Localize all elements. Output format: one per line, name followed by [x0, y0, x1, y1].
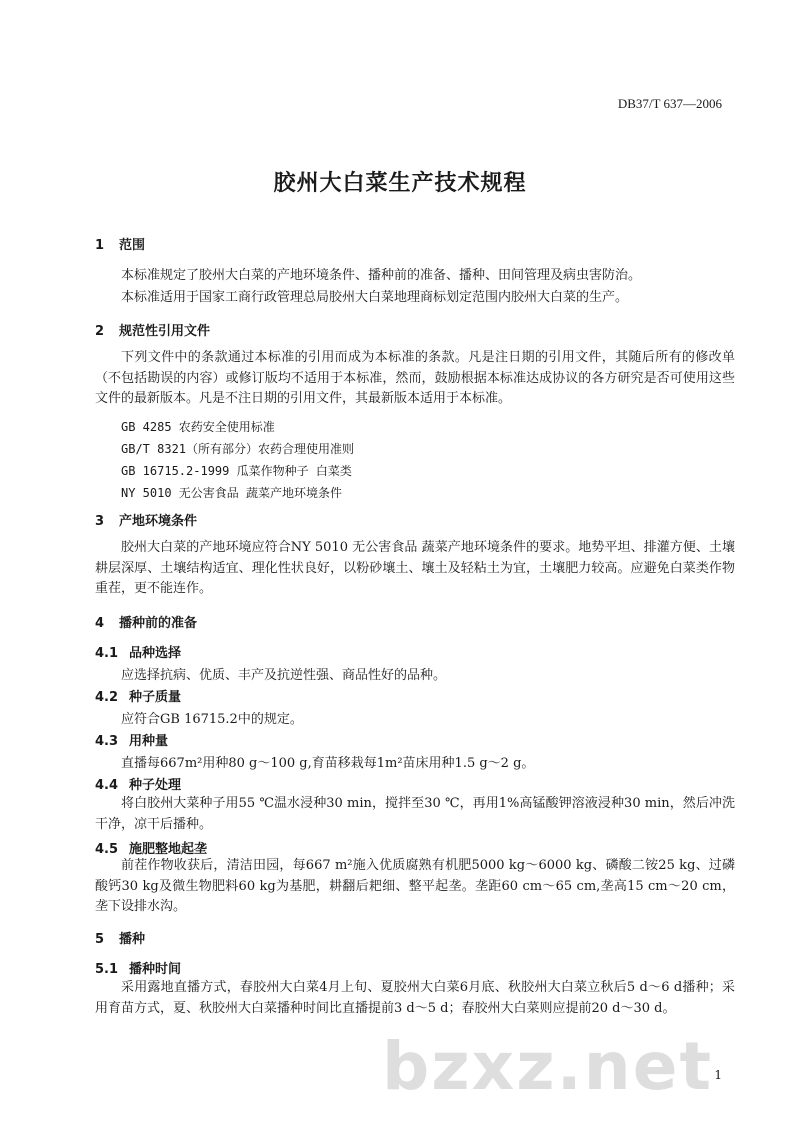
subsection-heading: 4.4 种子处理: [95, 778, 182, 793]
paragraph: 直播每667m²用种80 g～100 g,育苗移栽每1m²苗床用种1.5 g～2 g。: [121, 756, 535, 771]
paragraph: 下列文件中的条款通过本标准的引用而成为本标准的条款。凡是注日期的引用文件，其随后所有的修改单（不包括勘误的内容）或修订版均不适用于本标准，然而，鼓励根据本标准达成协议的各方研究是否可使用这些文件的最新版本。凡是不注日期的引用文件，其最新版本适用于本标准。: [95, 350, 735, 406]
section-heading-2: 2 规范性引用文件: [95, 324, 211, 339]
section-heading-4: 4 播种前的准备: [95, 616, 198, 631]
paragraph: 胶州大白菜的产地环境应符合NY 5010 无公害食品 蔬菜产地环境条件的要求。地势平坦、排灌方便、土壤耕层深厚、土壤结构适宜、理化性状良好，以粉砂壤土、壤土及轻粘土为宜，土壤肥力较高。应避免白菜类作物重茬，更不能连作。: [95, 540, 735, 596]
subsection-heading: 4.2 种子质量: [95, 690, 182, 705]
subsection-heading: 5.1 播种时间: [95, 962, 182, 977]
paragraph: 应选择抗病、优质、丰产及抗逆性强、商品性好的品种。: [121, 668, 447, 683]
watermark: bzxz.net: [382, 1028, 714, 1105]
reference-item: GB 4285 农药安全使用标准: [121, 420, 275, 434]
section-heading-5: 5 播种: [95, 932, 146, 947]
subsection-heading: 4.1 品种选择: [95, 646, 182, 661]
reference-item: GB/T 8321（所有部分）农药合理使用准则: [121, 442, 355, 456]
paragraph: 本标准适用于国家工商行政管理总局胶州大白菜地理商标划定范围内胶州大白菜的生产。: [121, 290, 629, 305]
page-title: 胶州大白菜生产技术规程: [273, 171, 527, 196]
section-heading-1: 1 范围: [95, 238, 146, 253]
paragraph: 本标准规定了胶州大白菜的产地环境条件、播种前的准备、播种、田间管理及病虫害防治。: [121, 268, 642, 283]
paragraph: 前茬作物收获后，清洁田园，每667 m²施入优质腐熟有机肥5000 kg～6000 kg、磷酸二铵25 kg、过磷酸钙30 kg及微生物肥料60 kg为基肥，耕翻后耙细、整平起垄。垄距60 cm～65 cm,垄高15 cm～20 cm，垄下设排水沟。: [95, 858, 735, 914]
document-number: DB37/T 637—2006: [617, 96, 722, 111]
paragraph: 采用露地直播方式，春胶州大白菜4月上旬、夏胶州大白菜6月底、秋胶州大白菜立秋后5 d～6 d播种；采用育苗方式，夏、秋胶州大白菜播种时间比直播提前3 d～5 d；春胶州大白菜则应提前20 d～30 d。: [95, 980, 735, 1016]
paragraph: 将白胶州大菜种子用55 ℃温水浸种30 min，搅拌至30 ℃，再用1%高锰酸钾溶液浸种30 min，然后冲洗干净，凉干后播种。: [95, 796, 735, 832]
paragraph: 应符合GB 16715.2中的规定。: [121, 712, 303, 727]
section-heading-3: 3 产地环境条件: [95, 514, 198, 529]
reference-item: GB 16715.2-1999 瓜菜作物种子 白菜类: [121, 464, 352, 478]
reference-item: NY 5010 无公害食品 蔬菜产地环境条件: [121, 486, 343, 500]
subsection-heading: 4.5 施肥整地起垄: [95, 842, 208, 857]
page-number: 1: [714, 1068, 722, 1082]
subsection-heading: 4.3 用种量: [95, 734, 169, 749]
